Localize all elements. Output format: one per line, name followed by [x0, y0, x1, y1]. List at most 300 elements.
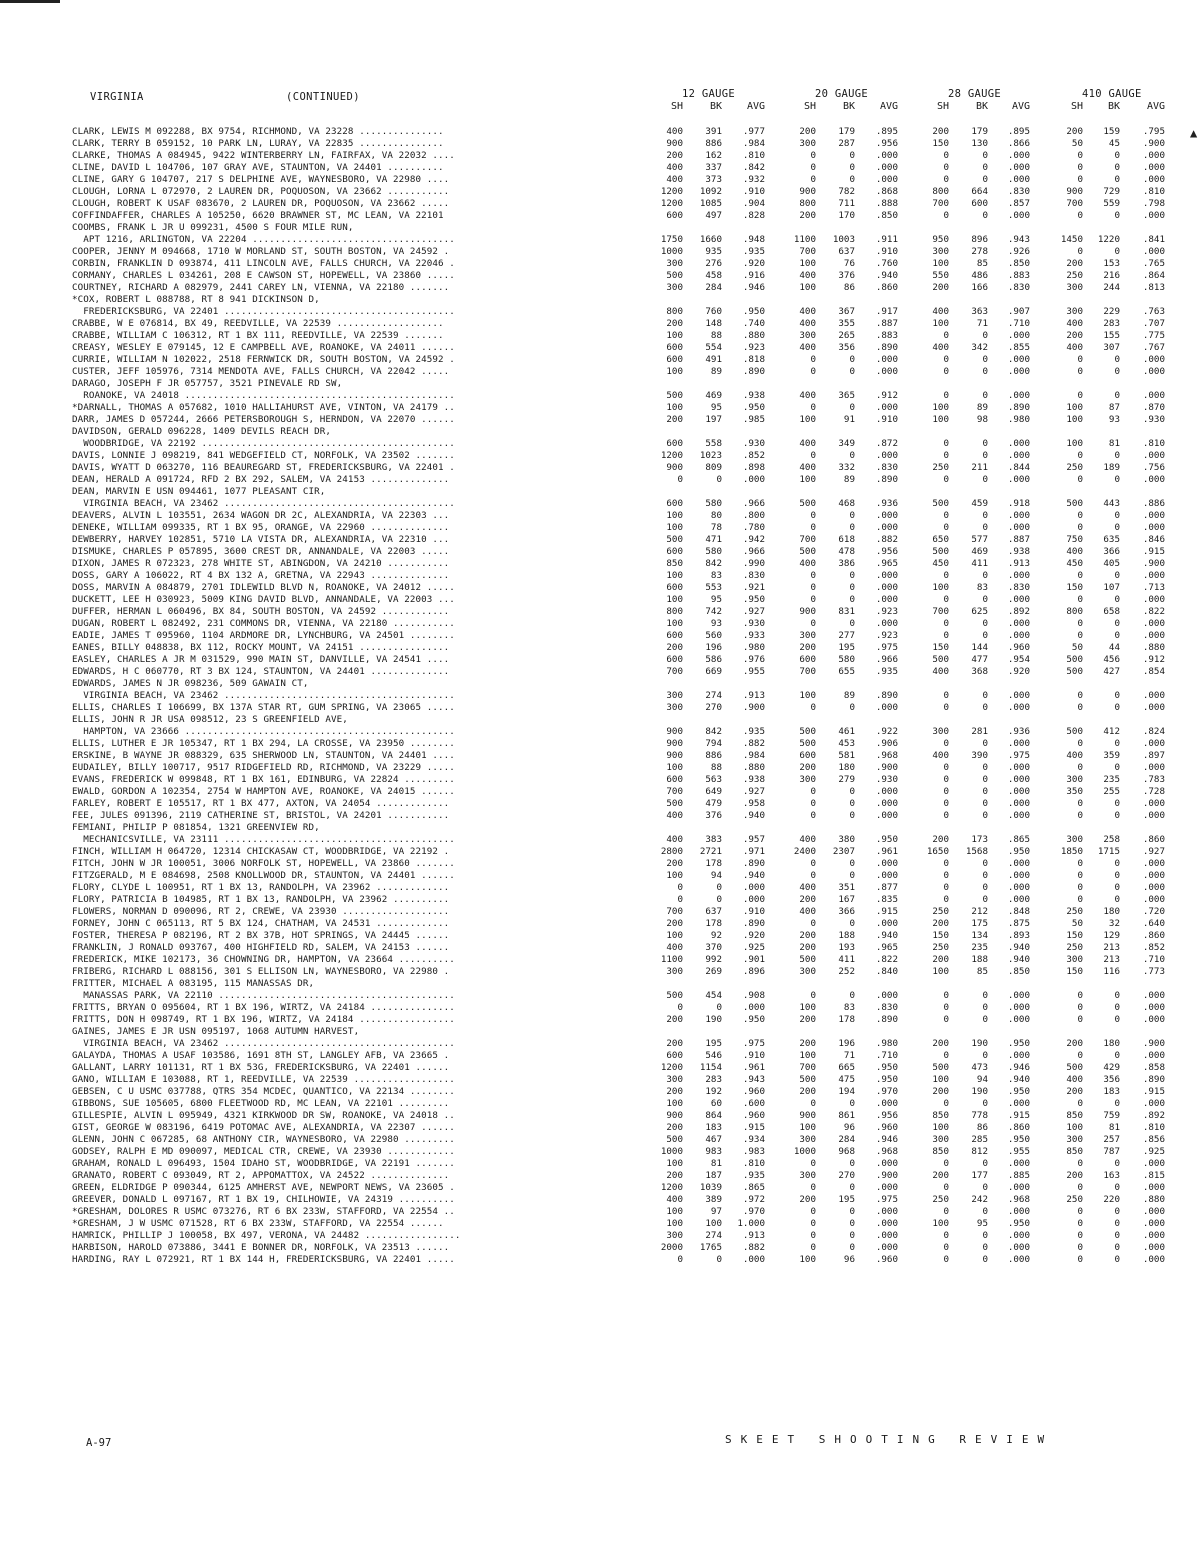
shooter-row: [0, 894, 1200, 906]
score-cell: 235: [1103, 774, 1120, 785]
column-subheader: BK: [1107, 101, 1120, 112]
score-cell: 0: [982, 1206, 988, 1217]
score-cell: 0: [810, 702, 816, 713]
score-cell: .000: [875, 1242, 898, 1253]
score-cell: .877: [875, 882, 898, 893]
shooter-name-address: CLARKE, THOMAS A 084945, 9422 WINTERBERRY LN, FAIRFAX, VA 22032 ....: [72, 150, 455, 161]
score-cell: 400: [666, 174, 683, 185]
score-cell: 637: [705, 906, 722, 917]
score-cell: 100: [932, 318, 949, 329]
score-cell: .900: [1142, 558, 1165, 569]
top-rule: [0, 0, 60, 3]
shooter-name-address: EUDAILEY, BILLY 100717, 9517 RIDGEFIELD RD, RICHMOND, VA 23229 .....: [72, 762, 455, 773]
score-cell: .940: [1007, 954, 1030, 965]
score-cell: .000: [875, 582, 898, 593]
score-cell: 279: [838, 774, 855, 785]
shooter-row: [0, 774, 1200, 786]
score-cell: 258: [1103, 834, 1120, 845]
shooter-row: [0, 222, 1200, 234]
column-subheader: BK: [709, 101, 722, 112]
score-cell: 100: [666, 522, 683, 533]
score-cell: 200: [799, 210, 816, 221]
score-cell: 89: [843, 474, 855, 485]
shooter-name-address: DUGAN, ROBERT L 082492, 231 COMMONS DR, VIENNA, VA 22180 ...........: [72, 618, 455, 629]
column-subheaders: [0, 101, 1200, 113]
score-cell: 0: [982, 858, 988, 869]
shooter-name-address: DISMUKE, CHARLES P 057895, 3600 CREST DR, ANNANDALE, VA 22003 .....: [72, 546, 450, 557]
score-cell: 665: [838, 1062, 855, 1073]
score-cell: 500: [799, 498, 816, 509]
score-cell: 0: [1077, 450, 1083, 461]
score-cell: 400: [799, 906, 816, 917]
shooter-row: [0, 1146, 1200, 1158]
score-cell: 0: [943, 450, 949, 461]
score-cell: 0: [677, 882, 683, 893]
shooter-row: [0, 258, 1200, 270]
score-cell: 100: [705, 1218, 722, 1229]
shooter-name-address: FRANKLIN, J RONALD 093767, 400 HIGHFIELD RD, SALEM, VA 24153 ......: [72, 942, 450, 953]
score-cell: 729: [1103, 186, 1120, 197]
score-cell: 500: [799, 954, 816, 965]
score-cell: .000: [1007, 174, 1030, 185]
score-cell: 759: [1103, 1110, 1120, 1121]
score-cell: .965: [875, 558, 898, 569]
gauge-410-label: 410 GAUGE: [1082, 88, 1142, 100]
score-cell: 216: [1103, 270, 1120, 281]
score-cell: 1154: [699, 1062, 722, 1073]
score-cell: 0: [1077, 474, 1083, 485]
score-cell: 389: [705, 1194, 722, 1205]
score-cell: 100: [666, 1158, 683, 1169]
score-cell: 0: [1077, 1230, 1083, 1241]
score-cell: 0: [1077, 870, 1083, 881]
shooter-row: [0, 210, 1200, 222]
score-cell: .980: [742, 642, 765, 653]
score-cell: .915: [742, 1122, 765, 1133]
score-cell: 0: [849, 918, 855, 929]
score-cell: .800: [742, 510, 765, 521]
shooter-name-address: GLENN, JOHN C 067285, 68 ANTHONY CIR, WAYNESBORO, VA 22980 .........: [72, 1134, 455, 1145]
score-cell: .000: [875, 594, 898, 605]
score-cell: 0: [849, 618, 855, 629]
score-cell: 794: [705, 738, 722, 749]
score-cell: 600: [666, 342, 683, 353]
shooter-row: [0, 1098, 1200, 1110]
score-cell: 0: [943, 594, 949, 605]
score-cell: 0: [810, 1218, 816, 1229]
score-cell: 0: [1077, 690, 1083, 701]
score-cell: 257: [1103, 1134, 1120, 1145]
shooter-row: [0, 294, 1200, 306]
score-cell: .950: [1007, 1038, 1030, 1049]
score-cell: 842: [705, 558, 722, 569]
score-cell: 500: [1066, 666, 1083, 677]
shooter-row: [0, 1014, 1200, 1026]
score-cell: 0: [1114, 522, 1120, 533]
score-cell: 0: [810, 594, 816, 605]
score-cell: 284: [838, 1134, 855, 1145]
score-cell: 0: [1077, 246, 1083, 257]
score-cell: 411: [838, 954, 855, 965]
score-cell: .940: [1007, 1074, 1030, 1085]
score-cell: 468: [838, 498, 855, 509]
score-cell: .000: [1007, 774, 1030, 785]
score-cell: 300: [1066, 306, 1083, 317]
shooter-row: [0, 534, 1200, 546]
score-cell: .935: [742, 246, 765, 257]
score-cell: .936: [1007, 726, 1030, 737]
score-cell: 0: [982, 390, 988, 401]
shooter-name-address: *GRESHAM, J W USMC 071528, RT 6 BX 233W, STAFFORD, VA 22554 ......: [72, 1218, 444, 1229]
score-cell: .000: [1142, 570, 1165, 581]
score-cell: .950: [875, 834, 898, 845]
score-cell: 200: [666, 642, 683, 653]
column-subheader: SH: [1070, 101, 1083, 112]
score-cell: 1085: [699, 198, 722, 209]
score-cell: 896: [971, 234, 988, 245]
score-cell: 635: [1103, 534, 1120, 545]
score-cell: .882: [875, 534, 898, 545]
score-cell: 0: [943, 774, 949, 785]
score-cell: 0: [943, 522, 949, 533]
score-cell: .000: [875, 1182, 898, 1193]
score-cell: .815: [1142, 1170, 1165, 1181]
score-cell: 580: [705, 546, 722, 557]
score-cell: .855: [1007, 342, 1030, 353]
score-cell: 0: [1114, 354, 1120, 365]
score-cell: .943: [1007, 234, 1030, 245]
score-cell: 900: [666, 1110, 683, 1121]
score-cell: 563: [705, 774, 722, 785]
score-cell: 0: [943, 1014, 949, 1025]
score-cell: 85: [976, 258, 988, 269]
score-cell: 250: [932, 906, 949, 917]
score-cell: .000: [875, 1218, 898, 1229]
shooter-row: [0, 186, 1200, 198]
score-cell: 193: [838, 942, 855, 953]
score-cell: 400: [666, 162, 683, 173]
score-cell: 196: [705, 642, 722, 653]
score-cell: 664: [971, 186, 988, 197]
score-cell: 197: [705, 414, 722, 425]
score-cell: 658: [1103, 606, 1120, 617]
score-cell: .917: [875, 306, 898, 317]
shooter-row: [0, 642, 1200, 654]
score-cell: 300: [932, 726, 949, 737]
score-cell: .961: [875, 846, 898, 857]
shooter-name-address: FEE, JULES 091396, 2119 CATHERINE ST, BRISTOL, VA 24201 ...........: [72, 810, 450, 821]
shooter-name-address: GALLANT, LARRY 101131, RT 1 BX 53G, FREDERICKSBURG, VA 22401 ......: [72, 1062, 450, 1073]
score-cell: 443: [1103, 498, 1120, 509]
score-cell: .600: [742, 1098, 765, 1109]
shooter-row: [0, 1158, 1200, 1170]
score-cell: 300: [799, 630, 816, 641]
score-cell: 189: [1103, 462, 1120, 473]
score-cell: 900: [799, 1110, 816, 1121]
score-cell: 0: [849, 1098, 855, 1109]
score-cell: 0: [677, 894, 683, 905]
score-cell: 100: [799, 1050, 816, 1061]
shooter-row: [0, 270, 1200, 282]
score-cell: 0: [943, 1098, 949, 1109]
score-cell: 200: [666, 318, 683, 329]
shooter-name-address: HARBISON, HAROLD 073886, 3441 E BONNER DR, NORFOLK, VA 23513 ......: [72, 1242, 450, 1253]
score-cell: 0: [1077, 1158, 1083, 1169]
score-cell: .934: [742, 1134, 765, 1145]
score-cell: 700: [1066, 198, 1083, 209]
shooter-name-address: DAVIS, LONNIE J 098219, 841 WEDGEFIELD CT, NORFOLK, VA 23502 .......: [72, 450, 455, 461]
score-cell: 886: [705, 138, 722, 149]
shooter-name-address: DIXON, JAMES R 072323, 278 WHITE ST, ABINGDON, VA 24210 ...........: [72, 558, 450, 569]
score-cell: .850: [1007, 258, 1030, 269]
score-cell: 0: [943, 1230, 949, 1241]
score-cell: 150: [1066, 582, 1083, 593]
score-cell: .000: [1142, 1218, 1165, 1229]
shooter-name-address: EVANS, FREDERICK W 099848, RT 1 BX 161, EDINBURG, VA 22824 .........: [72, 774, 455, 785]
score-cell: 81: [710, 1158, 722, 1169]
shooter-row: [0, 846, 1200, 858]
score-cell: .930: [1142, 414, 1165, 425]
shooter-list: [0, 126, 1200, 1266]
score-cell: 342: [971, 342, 988, 353]
score-cell: .910: [742, 906, 765, 917]
score-cell: 500: [799, 1074, 816, 1085]
score-cell: 600: [666, 354, 683, 365]
score-cell: .000: [875, 870, 898, 881]
score-cell: 76: [843, 258, 855, 269]
score-cell: 200: [932, 954, 949, 965]
score-cell: .948: [742, 234, 765, 245]
score-cell: 0: [1077, 618, 1083, 629]
score-cell: 200: [932, 1038, 949, 1049]
shooter-row: [0, 1026, 1200, 1038]
score-cell: .960: [742, 1110, 765, 1121]
score-cell: .000: [1142, 882, 1165, 893]
score-cell: .000: [1007, 858, 1030, 869]
shooter-name-address: FLOWERS, NORMAN D 090096, RT 2, CREWE, VA 23930 ...................: [72, 906, 450, 917]
score-cell: .980: [1007, 414, 1030, 425]
score-cell: 1023: [699, 450, 722, 461]
score-cell: 200: [799, 762, 816, 773]
score-cell: 100: [666, 762, 683, 773]
score-cell: 100: [932, 1074, 949, 1085]
score-cell: 220: [1103, 1194, 1120, 1205]
score-cell: .000: [742, 1002, 765, 1013]
score-cell: 287: [838, 138, 855, 149]
score-cell: .916: [742, 270, 765, 281]
score-cell: 700: [799, 1062, 816, 1073]
score-cell: .842: [742, 162, 765, 173]
score-cell: 0: [849, 162, 855, 173]
score-cell: .882: [742, 738, 765, 749]
score-cell: .890: [875, 690, 898, 701]
score-cell: 116: [1103, 966, 1120, 977]
score-cell: .966: [742, 498, 765, 509]
column-subheader: BK: [842, 101, 855, 112]
score-cell: .895: [875, 126, 898, 137]
score-cell: 150: [1066, 930, 1083, 941]
score-cell: 180: [838, 762, 855, 773]
score-cell: 0: [849, 858, 855, 869]
score-cell: 196: [838, 1038, 855, 1049]
score-cell: 0: [943, 1182, 949, 1193]
score-cell: 711: [838, 198, 855, 209]
score-cell: 212: [971, 906, 988, 917]
score-cell: 800: [666, 606, 683, 617]
shooter-row: [0, 486, 1200, 498]
score-cell: 400: [799, 558, 816, 569]
score-cell: 190: [971, 1086, 988, 1097]
score-cell: 0: [1114, 390, 1120, 401]
score-cell: 200: [799, 1086, 816, 1097]
score-cell: 0: [982, 438, 988, 449]
score-cell: .950: [1007, 1218, 1030, 1229]
score-cell: .000: [875, 810, 898, 821]
score-cell: 2400: [793, 846, 816, 857]
score-cell: 0: [1114, 510, 1120, 521]
shooter-row: [0, 1254, 1200, 1266]
score-cell: 0: [849, 786, 855, 797]
score-cell: .000: [1142, 1098, 1165, 1109]
shooter-row: [0, 450, 1200, 462]
score-cell: .000: [1007, 786, 1030, 797]
score-cell: 0: [982, 1254, 988, 1265]
shooter-row: [0, 282, 1200, 294]
score-cell: .860: [1142, 834, 1165, 845]
shooter-name-address: FEMIANI, PHILIP P 081854, 1321 GREENVIEW RD,: [72, 822, 320, 833]
score-cell: 0: [943, 510, 949, 521]
score-cell: 1750: [660, 234, 683, 245]
score-cell: 405: [1103, 558, 1120, 569]
score-cell: 0: [982, 510, 988, 521]
score-cell: 500: [932, 546, 949, 557]
score-cell: 265: [838, 330, 855, 341]
score-cell: 935: [705, 246, 722, 257]
score-cell: .985: [742, 414, 765, 425]
score-cell: 0: [810, 354, 816, 365]
score-cell: 0: [943, 882, 949, 893]
score-cell: 0: [810, 1206, 816, 1217]
score-cell: 0: [943, 1242, 949, 1253]
score-cell: 0: [982, 1242, 988, 1253]
score-cell: .900: [1142, 138, 1165, 149]
score-cell: .830: [875, 1002, 898, 1013]
score-cell: 787: [1103, 1146, 1120, 1157]
score-cell: .000: [1142, 702, 1165, 713]
score-cell: 0: [1077, 798, 1083, 809]
score-cell: 100: [1066, 402, 1083, 413]
column-subheader: AVG: [1146, 101, 1165, 112]
score-cell: .848: [1007, 906, 1030, 917]
score-cell: 200: [666, 1170, 683, 1181]
score-cell: 500: [932, 498, 949, 509]
shooter-row: [0, 198, 1200, 210]
score-cell: 400: [932, 666, 949, 677]
shooter-name-address: GREEN, ELDRIDGE P 090344, 6125 AMHERST AVE, NEWPORT NEWS, VA 23605 .: [72, 1182, 455, 1193]
shooter-row: [0, 786, 1200, 798]
score-cell: .710: [875, 1050, 898, 1061]
score-cell: 600: [799, 750, 816, 761]
score-cell: .864: [1142, 270, 1165, 281]
score-cell: .883: [875, 330, 898, 341]
score-cell: 178: [705, 858, 722, 869]
score-cell: 500: [1066, 498, 1083, 509]
score-cell: 0: [982, 450, 988, 461]
score-cell: .775: [1142, 330, 1165, 341]
column-subheader: SH: [670, 101, 683, 112]
score-cell: 0: [943, 1002, 949, 1013]
score-cell: .970: [875, 1086, 898, 1097]
score-cell: .926: [1007, 246, 1030, 257]
score-cell: 400: [799, 882, 816, 893]
score-cell: 300: [666, 1230, 683, 1241]
score-cell: 0: [849, 810, 855, 821]
score-cell: 0: [1114, 858, 1120, 869]
score-cell: 831: [838, 606, 855, 617]
score-cell: 351: [838, 882, 855, 893]
score-cell: 269: [705, 966, 722, 977]
score-cell: .938: [742, 774, 765, 785]
state-heading: VIRGINIA: [90, 91, 144, 103]
score-cell: .976: [742, 654, 765, 665]
score-cell: .958: [742, 798, 765, 809]
score-cell: 0: [943, 150, 949, 161]
score-cell: .925: [1142, 1146, 1165, 1157]
score-cell: 274: [705, 1230, 722, 1241]
score-cell: 600: [799, 654, 816, 665]
score-cell: .000: [875, 522, 898, 533]
score-cell: 200: [666, 1014, 683, 1025]
score-cell: 2000: [660, 1242, 683, 1253]
score-cell: 0: [849, 1230, 855, 1241]
score-cell: .000: [1007, 1098, 1030, 1109]
score-cell: 300: [1066, 282, 1083, 293]
score-cell: .950: [875, 1074, 898, 1085]
score-cell: 600: [666, 1050, 683, 1061]
score-cell: 0: [810, 510, 816, 521]
score-cell: 0: [716, 882, 722, 893]
score-cell: .856: [1142, 1134, 1165, 1145]
shooter-row: [0, 546, 1200, 558]
score-cell: 0: [810, 810, 816, 821]
score-cell: 669: [705, 666, 722, 677]
score-cell: 1000: [660, 1146, 683, 1157]
score-cell: 100: [799, 690, 816, 701]
shooter-name-address: CLARK, TERRY B 059152, 10 PARK LN, LURAY, VA 22835 ...............: [72, 138, 444, 149]
score-cell: 179: [971, 126, 988, 137]
score-cell: .000: [1142, 798, 1165, 809]
score-cell: 200: [799, 1014, 816, 1025]
score-cell: 600: [666, 210, 683, 221]
score-cell: 177: [971, 1170, 988, 1181]
score-cell: .960: [1007, 642, 1030, 653]
shooter-row: [0, 810, 1200, 822]
shooter-name-address: DEAN, HERALD A 091724, RFD 2 BX 292, SALEM, VA 24153 ..............: [72, 474, 450, 485]
shooter-row: [0, 1206, 1200, 1218]
score-cell: 194: [838, 1086, 855, 1097]
score-cell: .810: [742, 150, 765, 161]
score-cell: .830: [875, 462, 898, 473]
score-cell: 0: [1114, 1098, 1120, 1109]
score-cell: .773: [1142, 966, 1165, 977]
score-cell: 0: [849, 1242, 855, 1253]
shooter-row: [0, 1050, 1200, 1062]
score-cell: .927: [1142, 846, 1165, 857]
score-cell: .887: [1007, 534, 1030, 545]
score-cell: 190: [705, 1014, 722, 1025]
score-cell: .900: [875, 762, 898, 773]
score-cell: .000: [1142, 162, 1165, 173]
